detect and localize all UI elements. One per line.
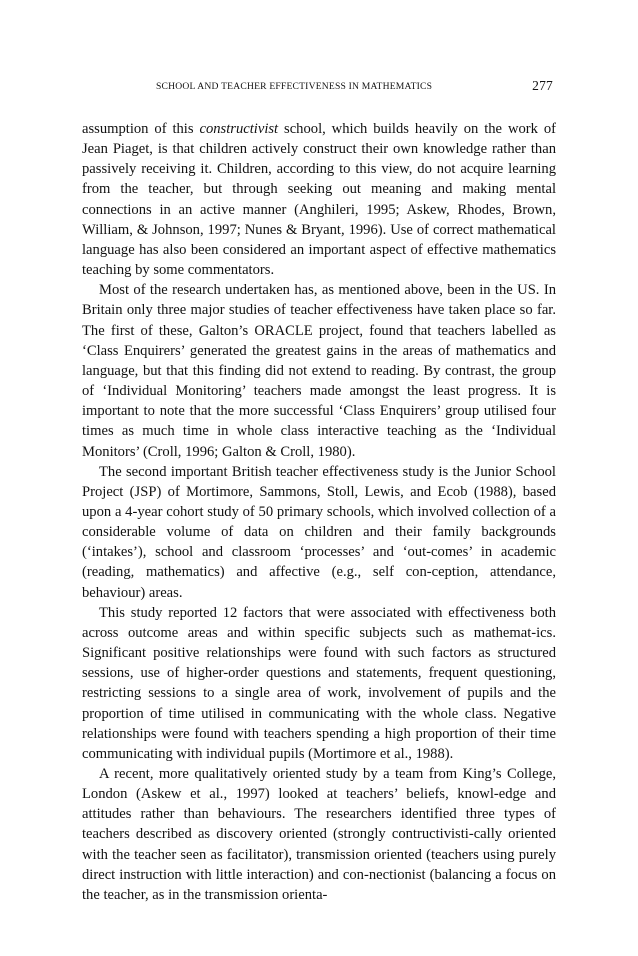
body-text: [82, 119, 556, 905]
page-number: 277: [532, 78, 553, 93]
emphasized-term: constructivist: [199, 121, 279, 137]
paragraph-junior-school-project: The second important British teacher effectiveness study is the Junior School Project (JSP) of Mortimore, Sammons, Stoll, Lewis, and Ecob (1988), based upon a 4-year cohort study of 50 primary schools, which involved collection of a considerable volume of data on children and their family backgrounds (‘intakes’), school and classroom ‘processes’ and ‘out-comes’ in academic (reading, mathematics) and affective (e.g., self con-ception, attendance, behaviour) areas.: [82, 463, 556, 601]
paragraph-effectiveness-factors: This study reported 12 factors that were associated with effectiveness both across outcome areas and within specific subjects such as mathemat-ics. Significant positive relationships were found with such factors as structured sessions, use of higher-order questions and statements, frequent questioning, restricting sessions to a single area of work, involvement of pupils and the proportion of time utilised in communicating with the whole class. Negative relationships were found with teachers spending a high proportion of their time communicating with individual pupils (Mortimore et al., 1988).: [82, 604, 556, 762]
paragraph-lead-text: assumption of this: [82, 121, 200, 137]
paragraph-kings-college-study: A recent, more qualitatively oriented study by a team from King’s College, London (Askew et al., 1997) looked at teachers’ beliefs, knowl-edge and attitudes rather than behaviours. The researchers identified three types of teachers described as discovery oriented (strongly contructivisti-cally oriented with the teacher seen as facilitator), transmission oriented (teachers using purely direct instruction with little interaction) and con-nectionist (balancing a focus on the teacher, as in the transmission orienta-: [82, 766, 556, 903]
paragraph-continued: [82, 119, 556, 280]
running-header: [82, 76, 556, 98]
paragraph-oracle-project: Most of the research undertaken has, as mentioned above, been in the US. In Britain only three major studies of teacher effectiveness have taken place so far. The first of these, Galton’s ORACLE project, found that teachers labelled as ‘Class Enquirers’ generated the greatest gains in the areas of mathematics and language, but that this finding did not extend to reading. By contrast, the group of ‘Individual Monitoring’ teachers made amongst the least progress. It is important to note that the more successful ‘Class Enquirers’ group utilised four times as much time in whole class interactive teaching as the ‘Individual Monitors’ (Croll, 1996; Galton & Croll, 1980).: [82, 282, 556, 460]
book-page: [82, 76, 556, 905]
running-title: SCHOOL AND TEACHER EFFECTIVENESS IN MATHEMATICS: [156, 81, 433, 92]
paragraph-text: school, which builds heavily on the work of Jean Piaget, is that children actively construct their own knowledge rather than passively receiving it. Children, according to this view, do not acquire learning from the teacher, but through seeking out meaning and making mental connections in an active manner (Anghileri, 1995; Askew, Rhodes, Brown, William, & Johnson, 1997; Nunes & Bryant, 1996). Use of correct mathematical language has also been considered an important aspect of effective mathematics teaching by some commentators.: [82, 121, 557, 279]
